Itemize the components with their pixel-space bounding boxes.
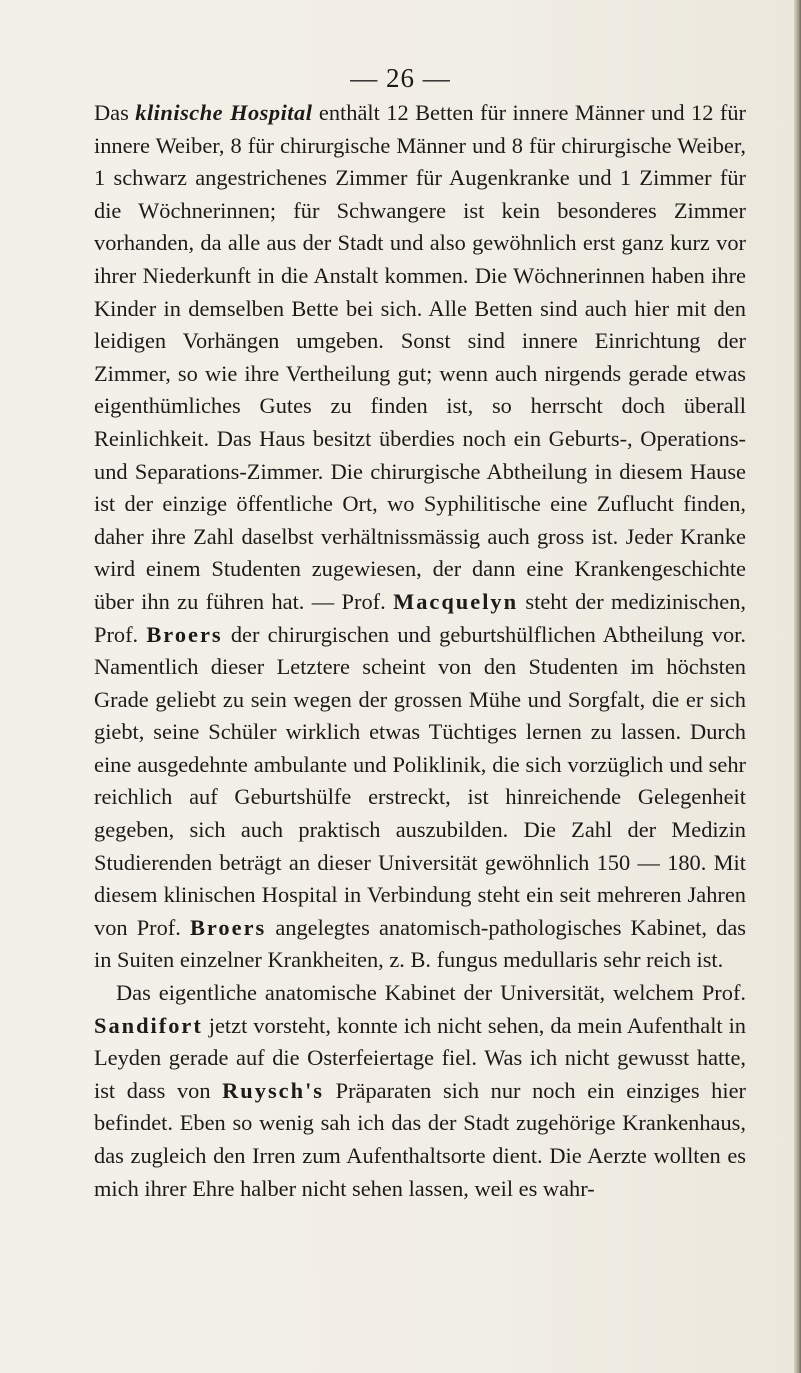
person-name: Broers (146, 621, 223, 647)
text-segment: angelegtes anatomisch-pathologisches Kabinet, das in Suiten einzelner Krankheiten, z. B. fungus medullaris sehr reich ist. (94, 914, 746, 973)
paragraph-2 (94, 977, 746, 1205)
body-text (94, 97, 746, 1205)
text-segment: enthält 12 Betten für innere Männer und 12 für innere Weiber, 8 für chirurgische Männer und 8 für chirurgische Weiber, 1 schwarz angestrichenes Zimmer für Augenkranke und 1 Zimmer für die Wöchnerinnen; für Schwangere ist kein besonderes Zimmer vorhanden, da alle aus der Stadt und also gewöhnlich erst ganz kurz vor ihrer Niederkunft in die Anstalt kommen. Die Wöchnerinnen haben ihre Kinder in demselben Bette bei sich. Alle Betten sind auch hier mit den leidigen Vorhängen umgeben. Sonst sind innere Einrichtung der Zimmer, so wie ihre Vertheilung gut; wenn auch nirgends gerade etwas eigenthümliches Gutes zu finden ist, so herrscht doch überall Reinlichkeit. Das Haus besitzt überdies noch ein Geburts-, Operations- und Separations-Zimmer. Die chirurgische Abtheilung in diesem Hause ist der einzige öffentliche Ort, wo Syphilitische eine Zuflucht finden, daher ihre Zahl daselbst verhältnissmässig auch gross ist. Jeder Kranke wird einem Studenten zugewiesen, der dann eine Krankengeschichte über ihn zu führen hat. — Prof. (94, 100, 746, 614)
text-segment: jetzt vorsteht, konnte ich nicht sehen, da mein Aufenthalt in Leyden gerade auf die Osterfeiertage fiel. Was ich nicht gewusst hatte, ist dass von (94, 1012, 746, 1103)
text-segment: Das eigentliche anatomische Kabinet der Universität, welchem Prof. (116, 980, 746, 1006)
text-segment: steht der medizinischen, Prof. (94, 588, 746, 647)
page-number: — 26 — (350, 63, 451, 93)
person-name: Broers (189, 914, 267, 940)
person-name: Ruysch's (222, 1077, 324, 1103)
person-name: Sandifort (94, 1012, 203, 1038)
page-edge (794, 0, 801, 1373)
italic-term: klinische Hospital (135, 100, 313, 125)
text-segment: Präparaten sich nur noch ein einziges hier befindet. Eben so wenig sah ich das der Stadt zugehörige Krankenhaus, das zugleich den Irren zum Aufenthaltsorte dient. Die Aerzte wollten es mich ihrer Ehre halber nicht sehen lassen, weil es wahr- (94, 1077, 746, 1201)
text-segment: der chirurgischen und geburtshülflichen Abtheilung vor. Namentlich dieser Letztere scheint von den Studenten im höchsten Grade geliebt zu sein wegen der grossen Mühe und Sorgfalt, die er sich giebt, seine Schüler wirklich etwas Tüchtiges lernen zu lassen. Durch eine ausgedehnte ambulante und Poliklinik, die sich vorzüglich und sehr reichlich auf Geburtshülfe erstreckt, ist hinreichende Gelegenheit gegeben, sich auch praktisch auszubilden. Die Zahl der Medizin Studierenden beträgt an dieser Universität gewöhnlich 150 — 180. Mit diesem klinischen Hospital in Verbindung steht ein seit mehreren Jahren von Prof. (94, 621, 746, 940)
paragraph-1 (94, 97, 746, 977)
text-segment: Das (94, 100, 136, 125)
person-name: Macquelyn (393, 588, 519, 614)
